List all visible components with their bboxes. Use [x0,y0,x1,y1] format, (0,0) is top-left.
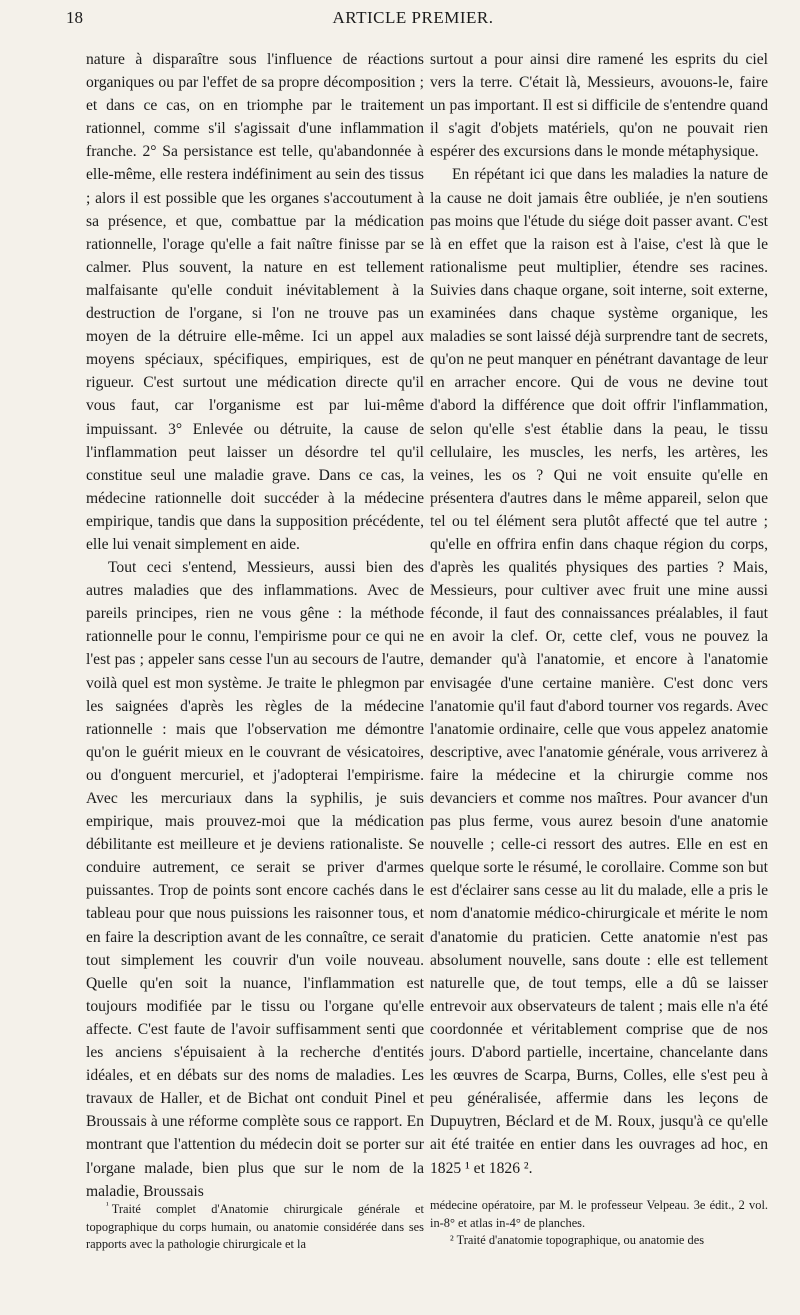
footnote-left [86,1197,424,1254]
footnote-text: ² Traité d'anatomie topographique, ou anatomie des [450,1233,705,1247]
right-column [430,48,768,1180]
footnote-marker: ¹ [106,1200,109,1210]
footnote-text: Traité complet d'Anatomie chirurgicale générale et topographique du corps humain, ou anatomie considérée dans ses rapports avec la pathologie chirurgicale et la [86,1202,424,1252]
paragraph: En répétant ici que dans les maladies la nature de la cause ne doit jamais être oubliée, je n'en soutiens pas moins que l'étude du siége doit passer avant. C'est là en effet que la raison est à l'aise, c'est là que le rationalisme peut multiplier, étendre ses racines. Suivies dans chaque organe, soit interne, soit externe, examinées dans chaque système organique, les maladies se sont laissé déjà surprendre tant de secrets, qu'on ne peut manquer en pénétrant davantage de leur en arracher encore. Qui de vous ne devine tout d'abord la différence que doit offrir l'inflammation, selon qu'elle s'est établie dans la peau, le tissu cellulaire, les muscles, les nerfs, les artères, les veines, les os ? Qui ne voit ensuite qu'elle en présentera d'autres dans le même appareil, selon que tel ou tel élément sera plutôt affecté que tel autre ; qu'elle en offrira enfin dans chaque région du corps, d'après les qualités physiques des parties ? Mais, Messieurs, pour cultiver avec fruit une mine aussi féconde, il faut des connaissances préalables, il faut en avoir la clef. Or, cette clef, vous ne pouvez la demander qu'à l'anatomie, et encore à l'anatomie envisagée d'une certaine manière. C'est donc vers l'anatomie qu'il faut d'abord tourner vos regards. Avec l'anatomie ordinaire, celle que vous appelez anatomie descriptive, avec l'anatomie générale, vous arriverez à faire la médecine et la chirurgie comme nos devanciers et comme nos maîtres. Pour avancer d'un pas plus ferme, vous aurez besoin d'une anatomie nouvelle ; celle-ci ressort des autres. Elle en est en quelque sorte le résumé, le corollaire. Comme son but est d'éclairer sans cesse au lit du malade, elle a pris le nom d'anatomie médico-chirurgicale et mérite le nom d'anatomie du praticien. Cette anatomie n'est pas absolument nouvelle, sans doute : elle est tellement naturelle que, de tout temps, elle a dû se laisser entrevoir aux observateurs de talent ; mais elle n'a été coordonnée et véritablement comprise que de nos jours. D'abord partielle, incertaine, chancelante dans les œuvres de Scarpa, Burns, Colles, elle s'est peu à peu généralisée, affermie dans les leçons de Dupuytren, Béclard et de M. Roux, jusqu'à ce qu'elle ait été traitée en entier dans les ouvrages ad hoc, en 1825 ¹ et 1826 ². [430,166,768,1177]
page-number: 18 [66,8,83,27]
footnote-text: médecine opératoire, par M. le professeur Velpeau. 3e édit., 2 vol. in-8° et atlas in-4° de planches. [430,1198,768,1230]
page-header [66,8,760,38]
paragraph: nature à disparaître sous l'influence de réactions organiques ou par l'effet de sa propre décomposition ; et dans ce cas, on en triomphe par le traitement rationnel, comme s'il s'agissait d'une inflammation franche. 2° Sa persistance est telle, qu'abandonnée à elle-même, elle restera indéfiniment au sein des tissus ; alors il est possible que les organes s'accoutument à sa présence, et que, combattue par la médication rationnelle, l'orage qu'elle a fait naître finisse par se calmer. Plus souvent, la nature en est tellement malfaisante qu'elle conduit inévitablement à la destruction de l'organe, si l'on ne trouve pas un moyen de la détruire elle-même. Ici un appel aux moyens spéciaux, spécifiques, empiriques, est de rigueur. C'est surtout une médication directe qu'il vous faut, car l'organisme est par lui-même impuissant. 3° Enlevée ou détruite, la cause de l'inflammation peut laisser un désordre tel qu'il constitue seul une maladie grave. Dans ce cas, la médecine rationnelle doit succéder à la médecine empirique, tandis que dans la supposition précédente, elle lui venait simplement en aide. [86,51,424,553]
footnote-right [430,1197,768,1250]
running-head: ARTICLE PREMIER. [332,8,494,27]
left-column [86,48,424,1203]
paragraph: surtout a pour ainsi dire ramené les esprits du ciel vers la terre. C'était là, Messieurs, avouons-le, faire un pas important. Il est si difficile de s'entendre quand il s'agit d'objets matériels, qu'on ne pouvait rien espérer des excursions dans le monde métaphysique. [430,51,768,161]
paragraph: Tout ceci s'entend, Messieurs, aussi bien des autres maladies que des inflammations. Avec de pareils principes, rien ne vous gêne : la méthode rationnelle pour le connu, l'empirisme pour ce qui ne l'est pas ; appeler sans cesse l'un au secours de l'autre, voilà quel est mon système. Je traite le phlegmon par les saignées d'après les règles de la médecine rationnelle : mais que l'observation me démontre qu'on le guérit mieux en le couvrant de vésicatoires, ou d'onguent mercuriel, et j'adopterai l'empirisme. Avec les mercuriaux dans la syphilis, je suis empirique, mais prouvez-moi que la médication débilitante est meilleure et je deviens rationaliste. Se conduire autrement, ce serait se priver d'armes puissantes. Trop de points sont encore cachés dans le tableau pour que nous puissions les raisonner tous, et en faire la description avant de les connaître, ce serait tout simplement les couvrir d'un voile nouveau. Quelle qu'en soit la nuance, l'inflammation est toujours modifiée par le tissu ou l'organe qu'elle affecte. C'est faute de l'avoir suffisamment senti que les anciens s'épuisaient à la recherche d'entités idéales, et en débats sur des noms de maladies. Les travaux de Haller, et de Bichat ont conduit Pinel et Broussais à une réforme complète sous ce rapport. En montrant que l'attention du médecin doit se porter sur l'organe malade, bien plus que sur le nom de la maladie, Broussais [86,559,424,1200]
